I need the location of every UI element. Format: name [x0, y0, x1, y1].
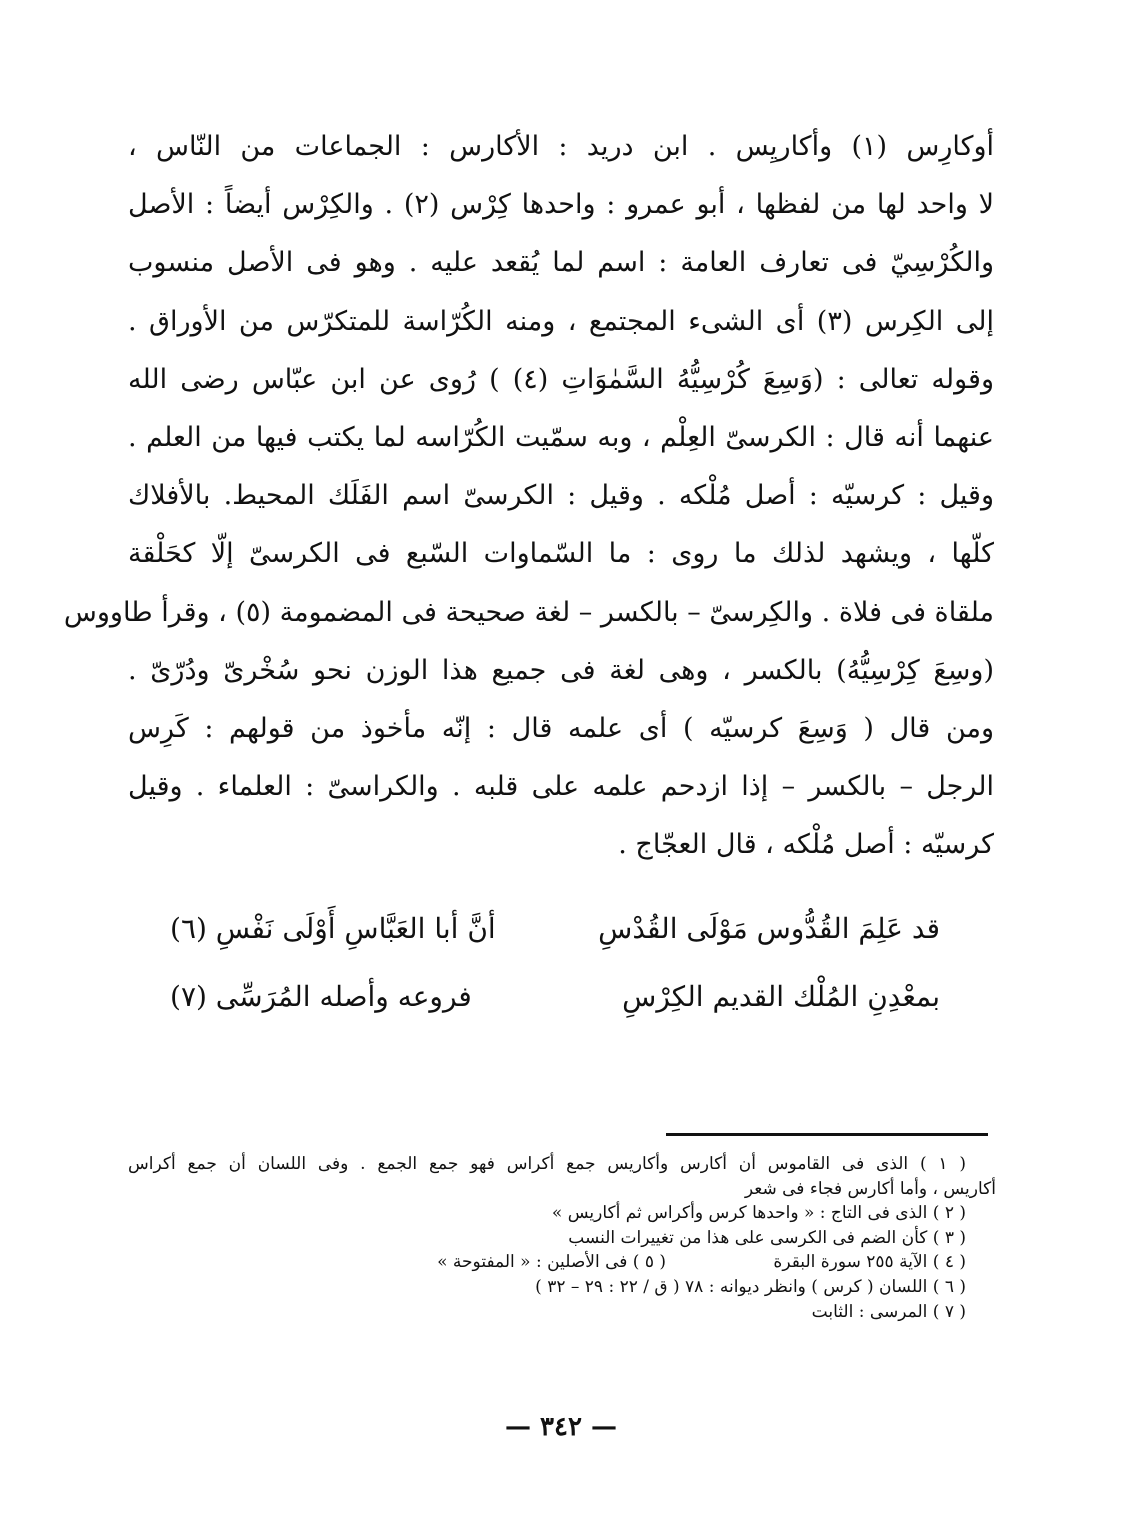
footnote-2: ( ٢ ) الذى فى التاج : « واحدها كرس وأكراس ثم أكاريس » [551, 1203, 966, 1224]
poem-verse [170, 912, 940, 972]
poem-verse [170, 980, 940, 1040]
text-line: وقوله تعالى : (وَسِعَ كُرْسِيُّهُ السَّمٰوَاتِ (٤) ) رُوى عن ابن عبّاس رضى الله [128, 363, 994, 395]
text-line: أوكارِس (١) وأكاريِس . ابن دريد : الأكارس : الجماعات من النّاس ، [128, 131, 994, 162]
text-line: لا واحد لها من لفظها ، أبو عمرو : واحدها كِرْس (٢) . والكِرْس أيضاً : الأصل [128, 189, 995, 221]
page-number: — ٣٤٢ — [504, 1412, 618, 1442]
footnotes [128, 1152, 996, 1324]
text-line: والكُرْسِيّ فى تعارف العامة : اسم لما يُقعد عليه . وهو فى الأصل منسوب [128, 247, 994, 279]
text-line: كرسيّه : أصل مُلْكه ، قال العجّاج . [618, 829, 994, 861]
text-line: ومن قال ( وَسِعَ كرسيّه ) أى علمه قال : إنّه مأخوذ من قولهم : كَرِس [128, 712, 994, 744]
text-line: إلى الكِرس (٣) أى الشىء المجتمع ، ومنه الكُرّاسة للمتكرّس من الأوراق . [128, 305, 994, 337]
footnote-1: ( ١ ) الذى فى القاموس أن أكارس وأكاريس جمع أكراس فهو جمع الجمع . وفى اللسان أن جمع أكراس [128, 1154, 966, 1174]
text-line: عنهما أنه قال : الكرسىّ العِلْم ، وبه سمّيت الكُرّاسه لما يكتب فيها من العلم . [128, 421, 994, 453]
text-line: ملقاة فى فلاة . والكِرسىّ – بالكسر – لغة صحيحة فى المضمومة (٥) ، وقرأ طاووس [63, 596, 994, 628]
footnote-7: ( ٧ ) المرسى : الثابت [811, 1301, 966, 1322]
footnote-3: ( ٣ ) كأن الضم فى الكرسى على هذا من تغييرات النسب [568, 1227, 966, 1248]
verse-first-hemistich: بمعْدِنِ المُلْك القديم الكِرْسِ [622, 980, 940, 1013]
footnote-6: ( ٦ ) اللسان ( كرس ) وانظر ديوانه : ٧٨ ( ق / ٢٢ : ٢٩ – ٣٢ ) [535, 1276, 966, 1297]
text-line: (وسِعَ كِرْسِيُّهُ) بالكسر ، وهى لغة فى جميع هذا الوزن نحو سُخْرىّ ودُرّىّ . [128, 654, 994, 686]
footnote-5: ( ٥ ) فى الأصلين : « المفتوحة » [437, 1252, 666, 1273]
footnote-1-continued: أكاريس ، وأما أكارس فجاء فى شعر [744, 1178, 996, 1199]
verse-second-hemistich: أنَّ أبا العَبَّاسِ أَوْلَى نَفْسِ (٦) [170, 912, 496, 945]
main-text [63, 118, 995, 874]
text-line: وقيل : كرسيّه : أصل مُلْكه . وقيل : الكرسىّ اسم الفَلَك المحيط. بالأفلاك [128, 480, 994, 512]
text-line: الرجل – بالكسر – إذا ازدحم علمه على قلبه . والكراسىّ : العلماء . وقيل [128, 771, 994, 803]
footnote-row-4-5 [128, 1250, 996, 1275]
verse-first-hemistich: قد عَلِمَ القُدُّوس مَوْلَى القُدْسِ [598, 912, 940, 945]
footnote-divider [666, 1133, 988, 1136]
footnote-4: ( ٤ ) الآية ٢٥٥ سورة البقرة [773, 1252, 966, 1273]
verse-second-hemistich: فروعه وأصله المُرَسِّى (٧) [170, 980, 472, 1013]
text-line: كلّها ، ويشهد لذلك ما روى : ما السّماوات السّبع فى الكرسىّ إلّا كحَلْقة [128, 538, 994, 570]
